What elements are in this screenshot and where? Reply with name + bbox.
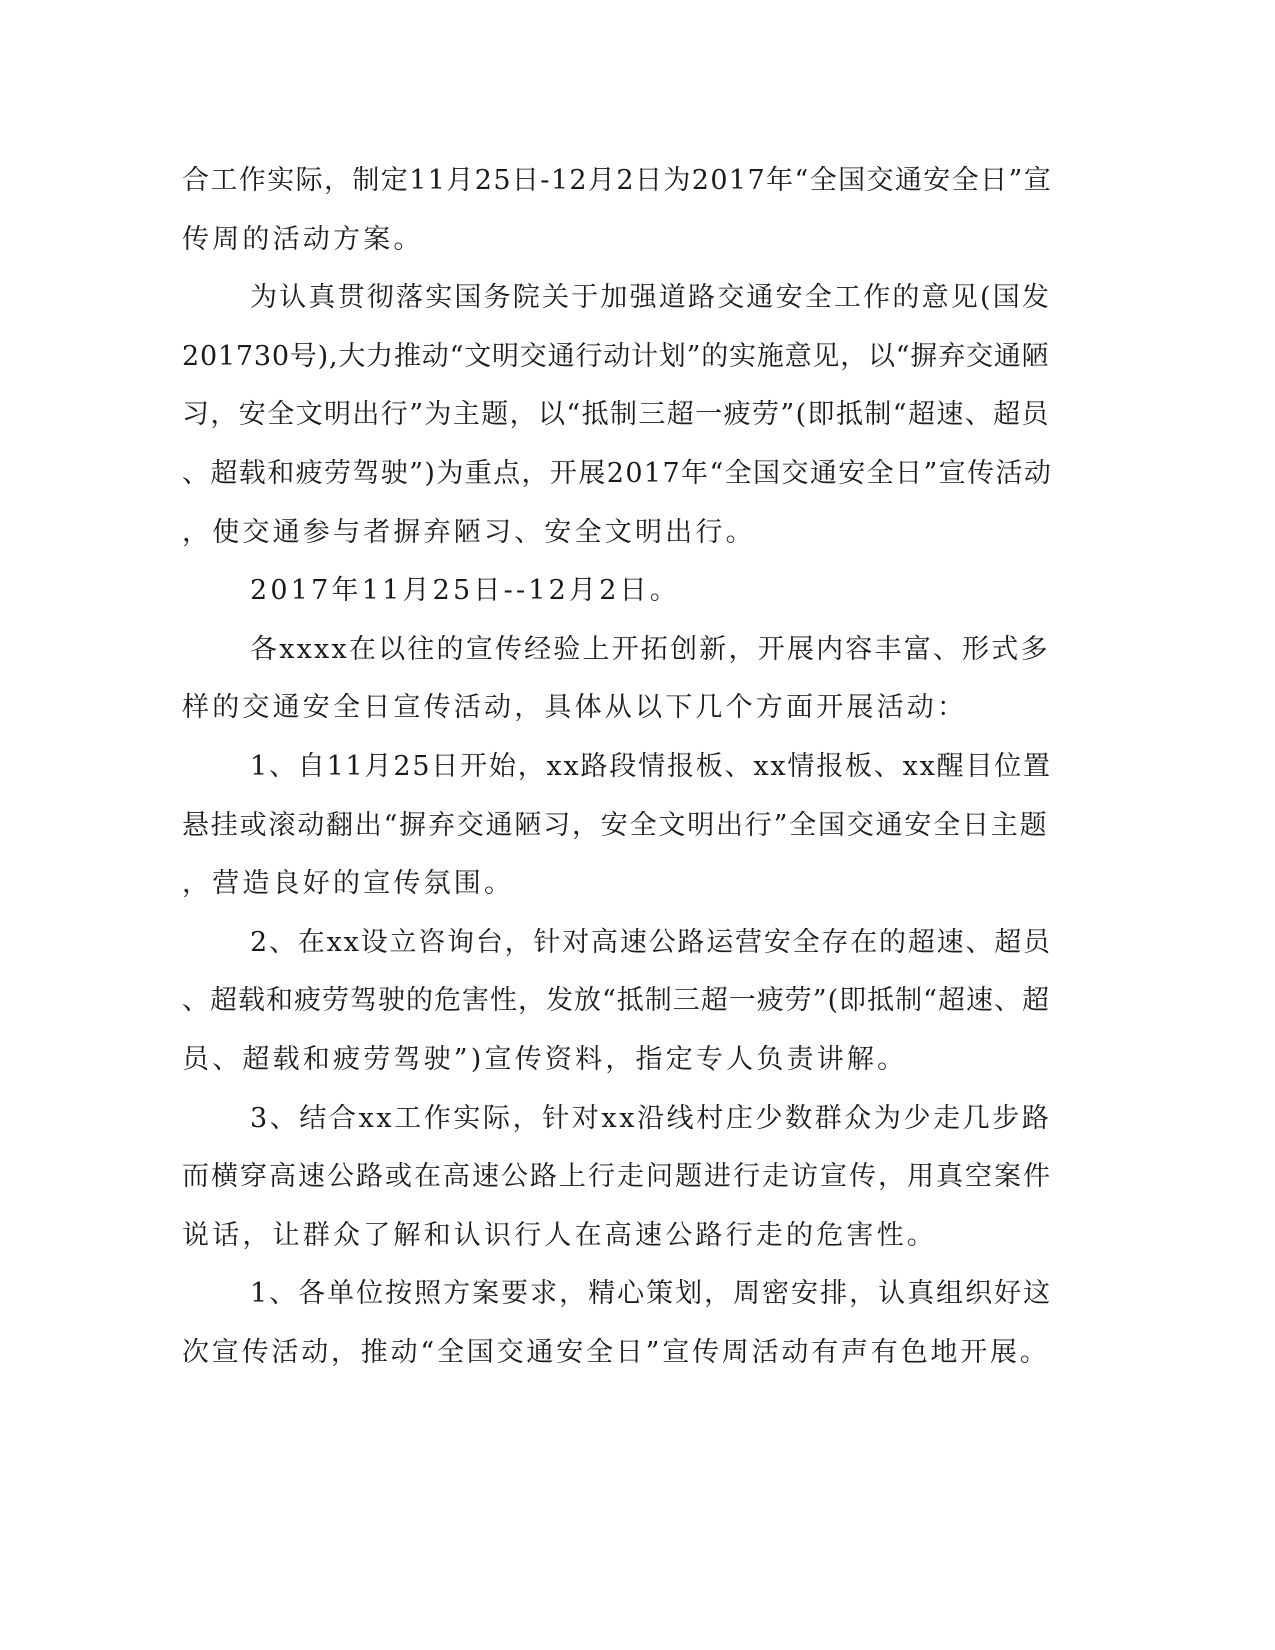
paragraph-8 [182,1265,1052,1382]
text-line: 各xxxx在以往的宣传经验上开拓创新，开展内容丰富、形式多 [250,633,1050,665]
text-line: 201730号),大力推动“文明交通行动计划”的实施意见，以“摒弃交通陋 [182,340,1050,372]
text-line: 为认真贯彻落实国务院关于加强道路交通安全工作的意见(国发 [250,282,1052,314]
text-line: 合工作实际，制定11月25日-12月2日为2017年“全国交通安全日”宣 [182,165,1053,196]
paragraph-1 [182,152,1052,269]
paragraph-7 [182,1090,1052,1266]
text-line: 3、结合xx工作实际，针对xx沿线村庄少数群众为少走几步路 [250,1102,1052,1134]
text-line: 习，安全文明出行”为主题，以“抵制三超一疲劳”(即抵制“超速、超员 [182,399,1050,431]
text-line: ，使交通参与者摒弃陋习、安全文明出行。 [182,516,756,548]
text-line: 悬挂或滚动翻出“摒弃交通陋习，安全文明出行”全国交通安全日主题 [182,809,1049,841]
paragraph-6 [182,914,1052,1090]
text-line: 2、在xx设立咨询台，针对高速公路运营安全存在的超速、超员 [250,926,1052,958]
text-line: 传周的活动方案。 [182,223,424,255]
text-line: 员、超载和疲劳驾驶”)宣传资料，指定专人负责讲解。 [182,1043,908,1075]
paragraph-3 [182,562,1052,621]
text-line: 说话，让群众了解和认识行人在高速公路行走的危害性。 [182,1219,937,1251]
text-line: 、超载和疲劳驾驶”)为重点，开展2017年“全国交通安全日”宣传活动 [182,457,1053,489]
text-line: 、超载和疲劳驾驶的危害性，发放“抵制三超一疲劳”(即抵制“超速、超 [182,985,1050,1017]
paragraph-4 [182,621,1052,738]
text-line: 1、各单位按照方案要求，精心策划，周密安排，认真组织好这 [250,1278,1053,1310]
text-line: 1、自11月25日开始，xx路段情报板、xx情报板、xx醒目位置 [250,750,1052,782]
text-line: 而横穿高速公路或在高速公路上行走问题进行走访宣传，用真空案件 [182,1161,1052,1193]
text-line: 次宣传活动，推动“全国交通安全日”宣传周活动有声有色地开展。 [182,1336,1050,1368]
text-line: 2017年11月25日--12月2日。 [250,575,681,607]
document-body [182,152,1052,1382]
paragraph-2 [182,269,1052,562]
text-line: 样的交通安全日宣传活动，具体从以下几个方面开展活动： [182,692,968,724]
text-line: ，营造良好的宣传氛围。 [182,868,515,900]
paragraph-5 [182,738,1052,914]
